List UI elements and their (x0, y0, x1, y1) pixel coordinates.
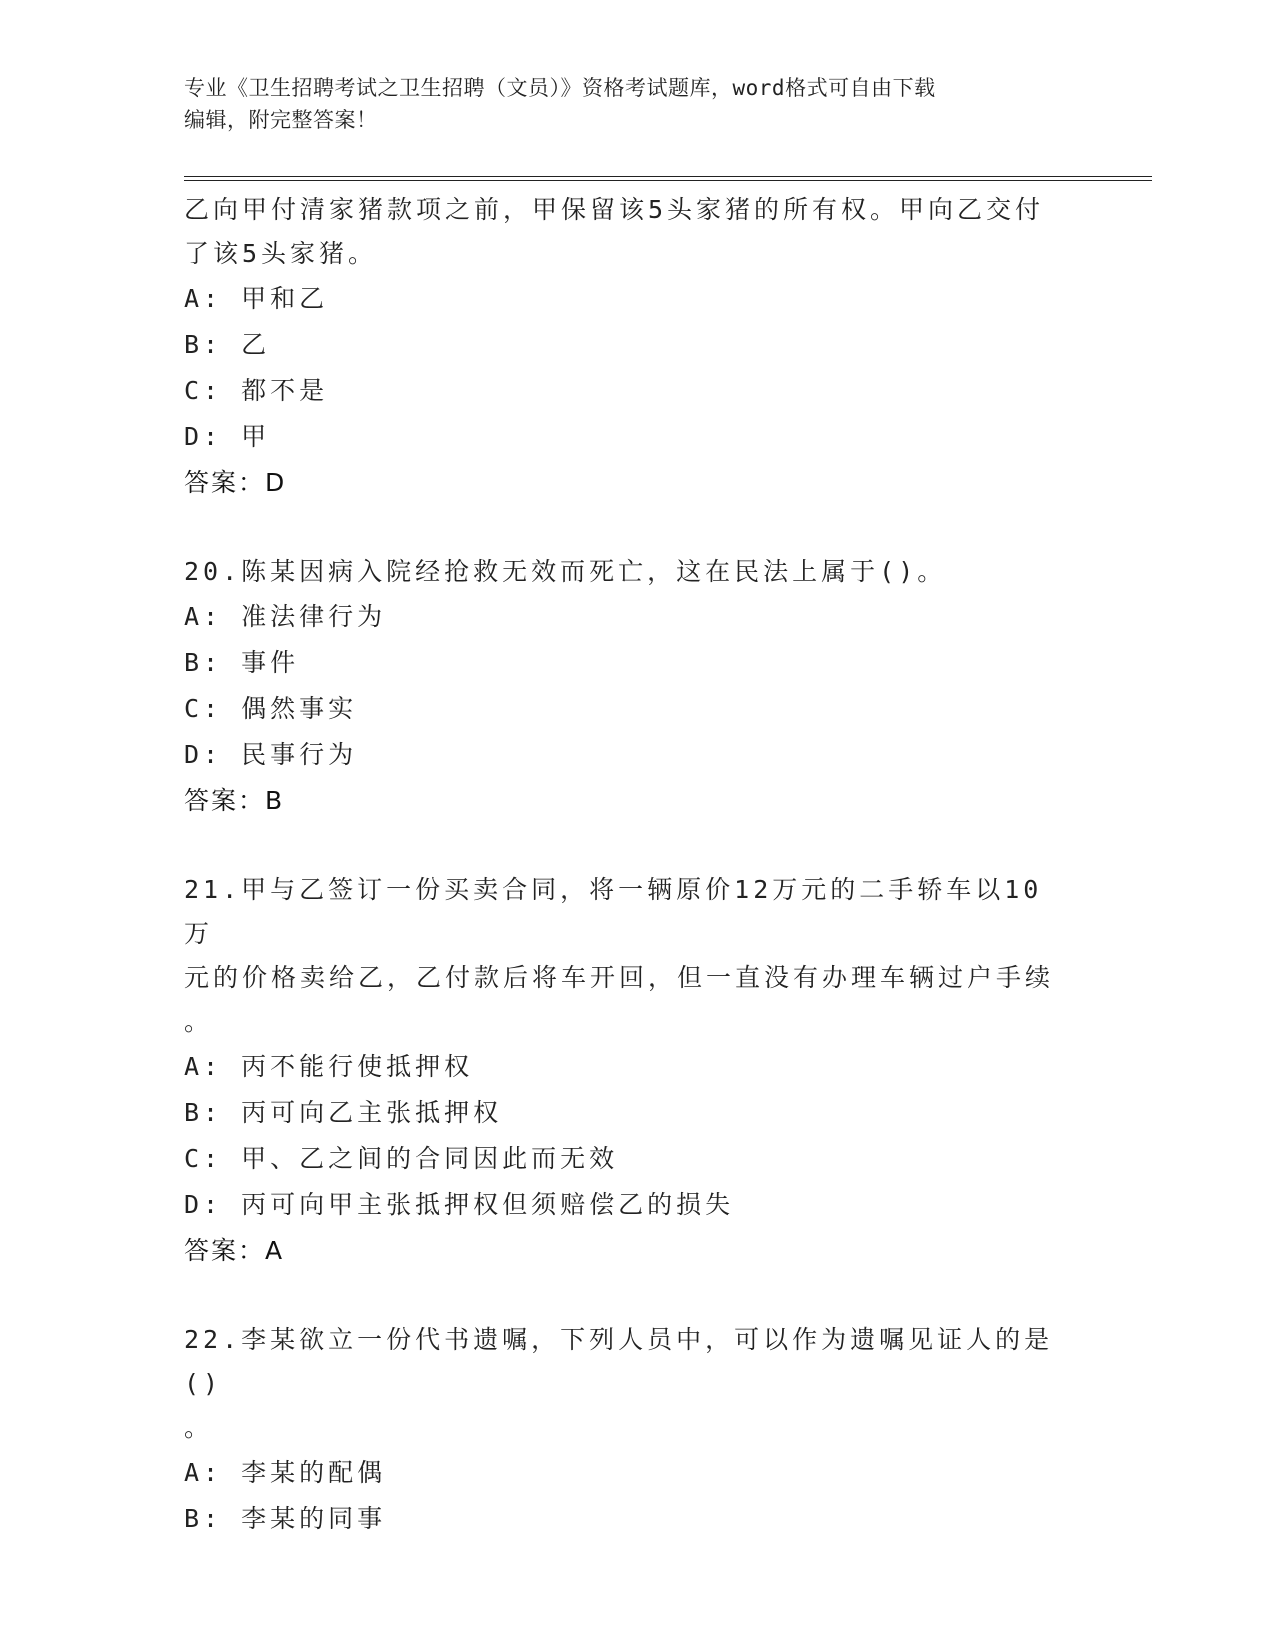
question-text-line: 元的价格卖给乙，乙付款后将车开回，但一直没有办理车辆过户手续 (184, 963, 1055, 992)
option-b: B: 丙可向乙主张抵押权 (184, 1098, 503, 1127)
option-a: A: 准法律行为 (184, 602, 387, 631)
question-21 (184, 868, 1064, 1274)
option-a: A: 李某的配偶 (184, 1458, 387, 1487)
option-b: B: 李某的同事 (184, 1504, 387, 1533)
header-rule-thin (184, 180, 1152, 181)
option-c: C: 都不是 (184, 376, 329, 405)
option-a: A: 甲和乙 (184, 284, 329, 313)
question-text-line: 乙向甲付清家猪款项之前，甲保留该5头家猪的所有权。甲向乙交付 (184, 195, 1045, 224)
question-content (184, 188, 1064, 1542)
option-d: D: 丙可向甲主张抵押权但须赔偿乙的损失 (184, 1190, 735, 1219)
header-line-1: 专业《卫生招聘考试之卫生招聘（文员）》资格考试题库，word格式可自由下载 (184, 76, 936, 100)
answer-label: 答案：A (184, 1236, 285, 1265)
answer-label: 答案：D (184, 468, 287, 497)
header-line-2: 编辑，附完整答案！ (184, 108, 378, 132)
question-text-line: 22.李某欲立一份代书遗嘱，下列人员中，可以作为遗嘱见证人的是() (184, 1325, 1054, 1398)
question-text-line: 20.陈某因病入院经抢救无效而死亡，这在民法上属于()。 (184, 557, 947, 586)
question-text-line: 。 (184, 1413, 214, 1442)
option-c: C: 偶然事实 (184, 694, 358, 723)
option-d: D: 民事行为 (184, 740, 358, 769)
question-19 (184, 188, 1064, 506)
question-text-line: 。 (184, 1007, 214, 1036)
option-b: B: 事件 (184, 648, 300, 677)
document-header (184, 72, 1064, 136)
question-text-line: 了该5头家猪。 (184, 239, 378, 268)
question-text-line: 21.甲与乙签订一份买卖合同，将一辆原价12万元的二手轿车以10万 (184, 875, 1043, 948)
question-20 (184, 550, 1064, 824)
answer-label: 答案：B (184, 786, 285, 815)
question-22 (184, 1318, 1064, 1542)
option-c: C: 甲、乙之间的合同因此而无效 (184, 1144, 619, 1173)
option-d: D: 甲 (184, 422, 271, 451)
option-b: B: 乙 (184, 330, 271, 359)
option-a: A: 丙不能行使抵押权 (184, 1052, 474, 1081)
header-rule-thick (184, 176, 1152, 177)
